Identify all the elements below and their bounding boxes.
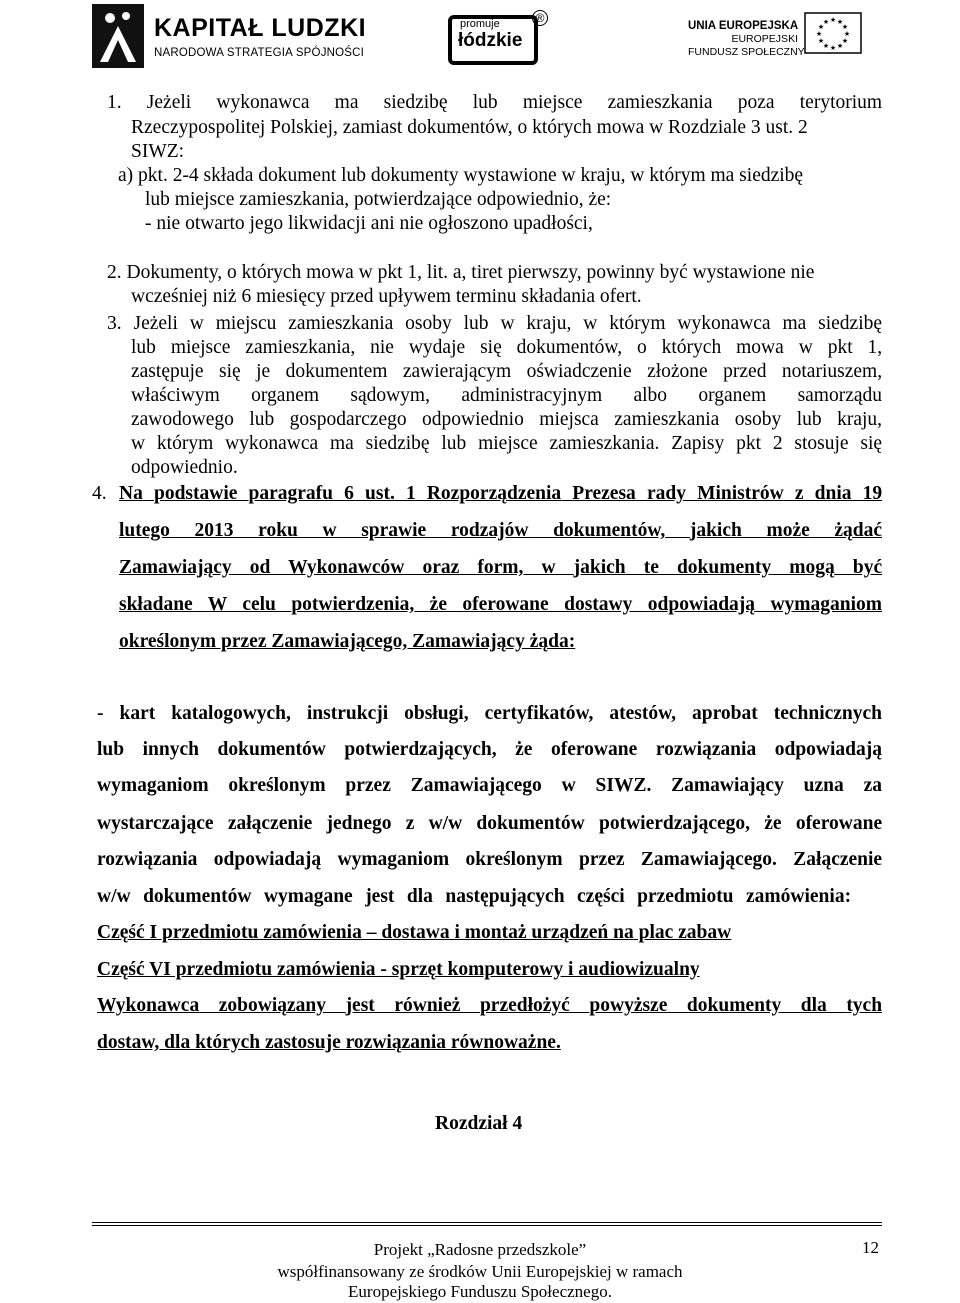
svg-text:★: ★	[829, 44, 837, 52]
footer-divider-2	[92, 1225, 882, 1226]
para5-line5: rozwiązania odpowiadają wymaganiom określonym przez Zamawiającego. Załączenie	[97, 849, 883, 870]
item4-number: 4.	[92, 483, 107, 504]
chapter-heading: Rozdział 4	[435, 1113, 523, 1134]
svg-text:★: ★	[836, 42, 844, 50]
lodzkie-small-text: promuje	[460, 18, 500, 30]
kapital-ludzki-subtitle: NARODOWA STRATEGIA SPÓJNOŚCI	[154, 47, 365, 59]
eu-line-3: FUNDUSZ SPOŁECZNY	[688, 46, 805, 58]
footer-project: Projekt „Radosne przedszkole”	[373, 1240, 587, 1259]
footer-cofinance: współfinansowany ze środków Unii Europejskiej w ramach	[277, 1262, 683, 1281]
svg-text:★: ★	[829, 16, 837, 24]
svg-text:★: ★	[836, 18, 844, 26]
item4-line4: składane W celu potwierdzenia, że oferowane dostawy odpowiadają wymaganiom	[119, 594, 883, 615]
item3-line3: zastępuje się je dokumentem zawierającym oświadczenie złożone przed notariuszem,	[131, 361, 883, 382]
item4-line2: lutego 2013 roku w sprawie rodzajów dokumentów, jakich może żądać	[119, 520, 883, 541]
svg-text:★: ★	[817, 23, 825, 31]
item3-line1: 3. Jeżeli w miejscu zamieszkania osoby lub w kraju, w którym wykonawca ma siedzibę	[107, 313, 883, 334]
item4-line5: określonym przez Zamawiającego, Zamawiający żąda:	[119, 631, 576, 652]
para5-line10: dostaw, dla których zastosuje rozwiązania równoważne.	[97, 1032, 561, 1053]
para5-line1: - kart katalogowych, instrukcji obsługi, certyfikatów, atestów, aprobat technicznych	[97, 703, 883, 724]
svg-text:★: ★	[843, 30, 851, 38]
item4-line3: Zamawiający od Wykonawców oraz form, w jakich te dokumenty mogą być	[119, 557, 883, 578]
item4-line1: Na podstawie paragrafu 6 ust. 1 Rozporządzenia Prezesa rady Ministrów z dnia 19	[119, 483, 883, 504]
para5-line6: w/w dokumentów wymagane jest dla następujących części przedmiotu zamówienia:	[97, 886, 852, 907]
svg-text:★: ★	[841, 23, 849, 31]
item1-line2: Rzeczypospolitej Polskiej, zamiast dokumentów, o których mowa w Rozdziale 3 ust. 2	[131, 117, 808, 138]
svg-text:★: ★	[817, 37, 825, 45]
item1-line6: - nie otwarto jego likwidacji ani nie ogłoszono upadłości,	[145, 213, 593, 234]
item3-line6: w którym wykonawca ma siedzibę lub miejsce zamieszkania. Zapisy pkt 2 stosuje się	[131, 433, 883, 454]
eu-flag-icon	[804, 12, 862, 54]
item2-line2: wcześniej niż 6 miesięcy przed upływem terminu składania ofert.	[131, 286, 642, 307]
para5-line2: lub innych dokumentów potwierdzających, że oferowane rozwiązania odpowiadają	[97, 739, 883, 760]
svg-text:★: ★	[815, 30, 823, 38]
para5-line3: wymaganiom określonym przez Zamawiającego w SIWZ. Zamawiający uzna za	[97, 775, 882, 796]
eu-line-1: UNIA EUROPEJSKA	[688, 20, 799, 32]
item1-line5: lub miejsce zamieszkania, potwierdzające odpowiednio, że:	[145, 189, 612, 210]
para5-line4: wystarczające załączenie jednego z w/w dokumentów potwierdzającego, że oferowane	[97, 813, 883, 834]
eu-logo-text	[688, 20, 805, 59]
item1-line1: 1. Jeżeli wykonawca ma siedzibę lub miejsce zamieszkania poza terytorium	[107, 92, 883, 113]
item3-line2: lub miejsce zamieszkania, nie wydaje się dokumentów, o których mowa w pkt 1,	[131, 337, 883, 358]
item3-line5: zawodowego lub gospodarczego odpowiednio miejsca zamieszkania osoby lub kraju,	[131, 409, 883, 430]
item1-line3: SIWZ:	[131, 141, 185, 162]
svg-text:★: ★	[822, 18, 830, 26]
lodzkie-big-text: łódzkie	[458, 30, 523, 51]
registered-mark: ®	[532, 10, 548, 26]
eu-line-2: EUROPEJSKI	[731, 33, 798, 45]
eu-logo	[688, 18, 868, 68]
svg-text:★: ★	[841, 37, 849, 45]
kapital-ludzki-emblem-icon	[92, 4, 144, 68]
promuje-lodzkie-logo	[448, 10, 550, 70]
page-header	[0, 0, 960, 80]
item1-sub-a: a) pkt. 2-4 składa dokument lub dokumenty wystawione w kraju, w którym ma siedzibę	[118, 165, 804, 186]
part-i-line: Część I przedmiotu zamówienia – dostawa i montaż urządzeń na plac zabaw	[97, 922, 732, 943]
svg-text:★: ★	[822, 42, 830, 50]
item3-line7: odpowiednio.	[131, 457, 238, 478]
kapital-ludzki-title: KAPITAŁ LUDZKI	[154, 14, 367, 42]
para5-line9: Wykonawca zobowiązany jest również przedłożyć powyższe dokumenty dla tych	[97, 995, 883, 1016]
page-number: 12	[862, 1238, 879, 1257]
part-vi-line: Część VI przedmiotu zamówienia - sprzęt komputerowy i audiowizualny	[97, 959, 700, 980]
footer-fund: Europejskiego Funduszu Społecznego.	[348, 1282, 612, 1301]
item3-line4: właściwym organem sądowym, administracyjnym albo organem samorządu	[131, 385, 883, 406]
kapital-ludzki-logo	[92, 4, 367, 68]
item2-line1: 2. Dokumenty, o których mowa w pkt 1, lit. a, tiret pierwszy, powinny być wystawione nie	[107, 262, 815, 283]
footer-divider	[92, 1222, 882, 1223]
